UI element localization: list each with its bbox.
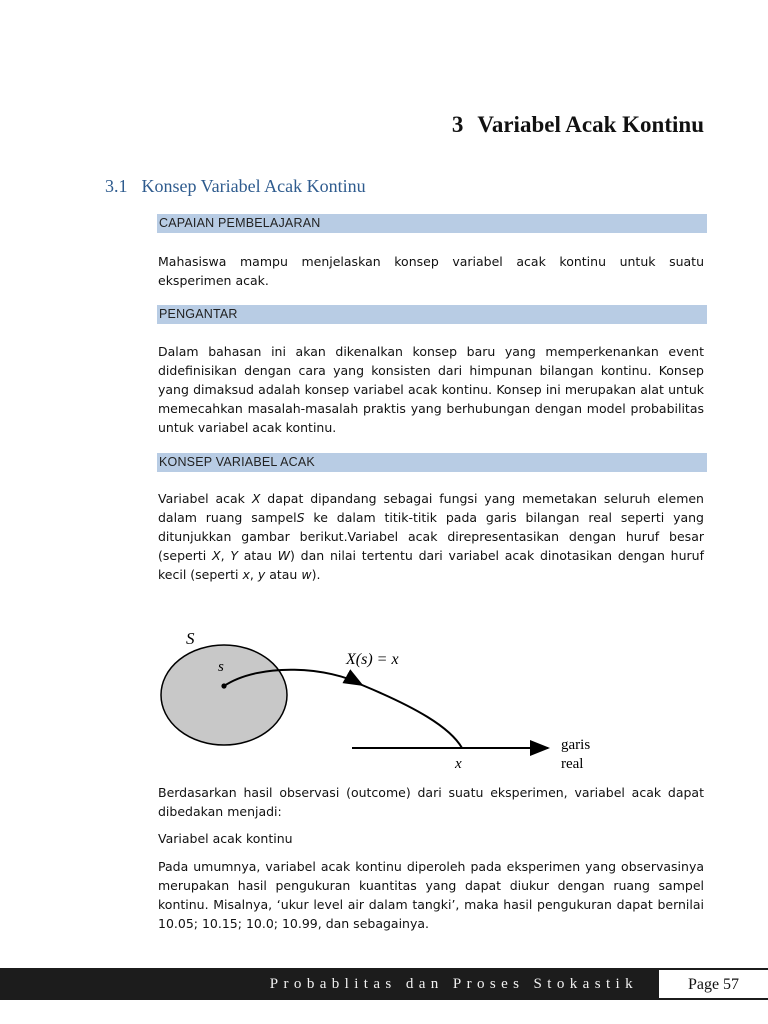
band-pengantar: PENGANTAR xyxy=(157,305,707,324)
variable-italic: x xyxy=(242,567,250,582)
band-capaian-pembelajaran: CAPAIAN PEMBELAJARAN xyxy=(157,214,707,233)
paragraph-pengantar: Dalam bahasan ini akan dikenalkan konsep baru yang memperkenankan event didefinisikan dengan cara yang konsisten dari himpunan bilangan kontinu. Konsep yang dimaksud adalah konsep variabel acak kontinu. Konsep ini merupakan alat untuk memecahkan masalah-masalah praktis yang berhubungan dengan model probabilitas untuk variabel acak kontinu. xyxy=(158,344,704,435)
value-label: x xyxy=(455,756,462,772)
mapping-curve xyxy=(362,685,462,748)
footer-page-number: Page 57 xyxy=(656,968,768,1000)
variable-italic: X xyxy=(251,491,261,506)
real-line-label-2: real xyxy=(561,756,584,772)
variable-italic: w xyxy=(301,567,312,582)
variable-italic: y xyxy=(257,567,266,582)
paragraph-umumnya: Pada umumnya, variabel acak kontinu diperoleh pada eksperimen yang observasinya merupakan hasil pengukuran kuantitas yang dapat diukur dengan ruang sampel kontinu. Misalnya, ‘ukur level air dalam tangki’, maka hasil pengukuran dapat bernilai 10.05; 10.15; 10.0; 10.99, dan sebagainya. xyxy=(158,859,704,931)
paragraph-berdasarkan: Berdasarkan hasil observasi (outcome) dari suatu eksperimen, variabel acak dapat dibedakan menjadi: xyxy=(158,785,704,819)
text-run: , xyxy=(249,567,258,582)
chapter-number: 3 xyxy=(451,112,464,137)
chapter-title-text: Variabel Acak Kontinu xyxy=(477,112,704,137)
text-run: , xyxy=(220,548,231,563)
paragraph-konsep xyxy=(158,489,704,584)
text-run: Variabel acak xyxy=(158,491,252,506)
footer-bar xyxy=(0,968,768,1000)
variable-italic: W xyxy=(277,548,291,563)
random-variable-mapping-figure xyxy=(150,622,630,777)
section-title xyxy=(105,176,366,197)
text-run: ). xyxy=(311,567,321,582)
chapter-title xyxy=(452,112,704,138)
text-run: atau xyxy=(265,567,302,582)
sample-space-ellipse xyxy=(161,645,287,745)
section-number: 3.1 xyxy=(105,176,128,196)
mapping-label: X(s) = x xyxy=(346,651,399,668)
text-run: atau xyxy=(237,548,278,563)
text-run: ke dalam titik-titik pada garis bilangan real seperti yang ditunjukkan gambar berikut.Variabel acak direpresentasikan dengan huruf besar (seperti xyxy=(158,510,704,563)
variable-italic: S xyxy=(296,510,305,525)
text-run: dapat dipandang sebagai fungsi yang memetakan seluruh elemen dalam ruang sampel xyxy=(158,491,704,525)
subheading-variabel-acak-kontinu: Variabel acak kontinu xyxy=(158,831,293,846)
variable-italic: X xyxy=(212,548,221,563)
real-line-label-1: garis xyxy=(561,737,591,753)
footer-book-title: Probablitas dan Proses Stokastik xyxy=(269,976,638,992)
sample-point-label: s xyxy=(218,659,224,675)
sample-space-label: S xyxy=(186,629,195,648)
band-konsep-variabel-acak: KONSEP VARIABEL ACAK xyxy=(157,453,707,472)
text-run: ) dan nilai tertentu dari variabel acak dinotasikan dengan huruf kecil (seperti xyxy=(158,548,704,582)
variable-italic: Y xyxy=(230,548,238,563)
paragraph-capaian: Mahasiswa mampu menjelaskan konsep variabel acak kontinu untuk suatu eksperimen acak. xyxy=(158,254,704,288)
section-title-text: Konsep Variabel Acak Kontinu xyxy=(141,176,366,196)
